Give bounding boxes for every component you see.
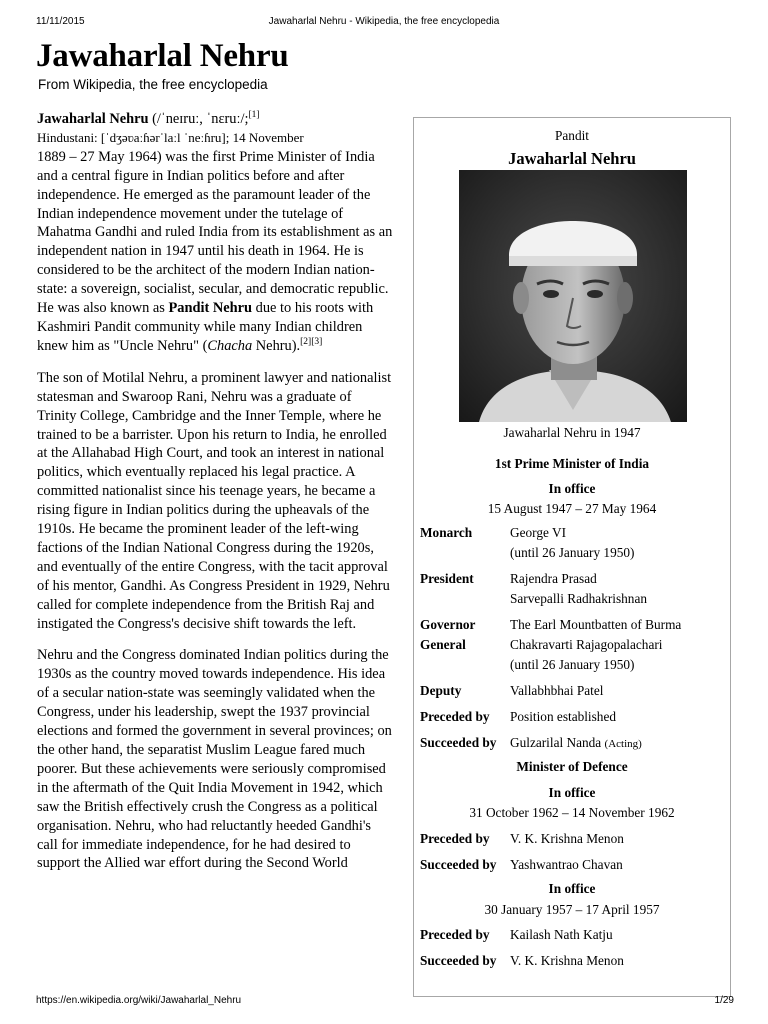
succeeded-label: Succeeded by	[420, 735, 497, 750]
lead-paragraph	[37, 110, 394, 356]
pm-succeeded-row	[420, 733, 726, 755]
monarch-row	[420, 523, 726, 565]
president-1[interactable]: Rajendra Prasad	[510, 571, 597, 586]
office-pm-heading[interactable]: 1st Prime Minister of India	[494, 456, 650, 471]
def2-succeeded-row	[420, 951, 726, 973]
defence-term-1: 31 October 1962 – 14 November 1962	[469, 805, 675, 820]
succeeded-label: Succeeded by	[420, 857, 497, 872]
general-label: General	[420, 637, 466, 652]
preceded-label: Preceded by	[420, 709, 490, 724]
governor-label: Governor	[420, 617, 476, 632]
def1-preceded-value[interactable]: V. K. Krishna Menon	[510, 831, 624, 846]
governor-general-value	[510, 615, 726, 675]
chacha-term: Chacha	[207, 337, 253, 354]
deputy-row	[420, 681, 726, 703]
paragraph-2: The son of Motilal Nehru, a prominent lawyer and nationalist statesman and Swaroop Rani, Nehru was a graduate of Trinity College, Cambridge and the Inner Temple, where he trained to be a barrister. Upon his return to India, he enrolled at the Allahabad High Court, and took an interest in national politics, which eventually replaced his legal practice. A committed nationalist since his teenage years, he became a rising figure in Indian politics during the upheavals of the 1910s. He became the prominent leader of the left-wing factions of the Indian National Congress during the 1920s, and eventually of the entire Congress, with the tacit approval of his mentor, Gandhi. As Congress President in 1929, Nehru called for complete independence from the British Raj and instigated the Congress's decisive shift towards the left.	[37, 369, 392, 632]
defence-term-2: 30 January 1957 – 17 April 1957	[484, 902, 660, 917]
monarch-note: (until 26 January 1950)	[510, 545, 635, 560]
succeeded-label: Succeeded by	[420, 953, 497, 968]
in-office-label-1: In office	[548, 481, 596, 496]
def2-succeeded-value[interactable]: V. K. Krishna Menon	[510, 953, 624, 968]
deputy-value[interactable]: Vallabhbhai Patel	[510, 683, 604, 698]
page-subtitle: From Wikipedia, the free encyclopedia	[38, 77, 268, 92]
lead-text-c: Nehru).	[252, 337, 301, 354]
reference-1[interactable]: [1]	[248, 110, 260, 121]
president-value	[510, 569, 726, 609]
preceded-label: Preceded by	[420, 927, 490, 942]
print-header-title: Jawaharlal Nehru - Wikipedia, the free encyclopedia	[268, 16, 500, 27]
pm-preceded-row	[420, 707, 726, 729]
def1-succeeded-value[interactable]: Yashwantrao Chavan	[510, 857, 623, 872]
monarch-value	[510, 523, 726, 563]
page-title: Jawaharlal Nehru	[36, 38, 289, 74]
infobox	[413, 117, 731, 997]
infobox-prefix: Pandit	[555, 128, 589, 143]
def1-preceded-row	[420, 829, 726, 851]
preceded-label: Preceded by	[420, 831, 490, 846]
president-2[interactable]: Sarvepalli Radhakrishnan	[510, 591, 647, 606]
print-date: 11/11/2015	[36, 16, 85, 27]
pm-term: 15 August 1947 – 27 May 1964	[487, 501, 657, 516]
lead-name: Jawaharlal Nehru	[37, 111, 149, 127]
monarch-name[interactable]: George VI	[510, 525, 567, 540]
pronunciation[interactable]: (/ˈneɪruː, ˈnɛruː/;	[152, 111, 249, 127]
def2-preceded-value[interactable]: Kailash Nath Katju	[510, 927, 613, 942]
print-footer-url: https://en.wikipedia.org/wiki/Jawaharlal_Nehru	[36, 995, 242, 1006]
in-office-label-2: In office	[548, 785, 596, 800]
photo-caption: Jawaharlal Nehru in 1947	[503, 425, 641, 440]
president-label: President	[420, 571, 474, 586]
governor-general-note: (until 26 January 1950)	[510, 657, 635, 672]
lead-text-a: 1889 – 27 May 1964) was the first Prime Minister of India and a central figure in Indian politics before and after independence. He emerged as the paramount leader of the Indian independence movement under the tutelage of Mahatma Gandhi and ruled India from its establishment as an independent nation in 1947 until his death in 1964. He is considered to be the architect of the modern Indian nation-state: a sovereign, socialist, secular, and democratic republic. He was also known as	[37, 148, 393, 317]
governor-general-row	[420, 615, 726, 677]
article-body	[37, 110, 394, 886]
in-office-label-3: In office	[548, 881, 596, 896]
def2-preceded-row	[420, 925, 726, 947]
pandit-nehru-term: Pandit Nehru	[168, 300, 253, 317]
reference-2-3[interactable]: [2][3]	[300, 337, 323, 348]
pm-successor[interactable]: Gulzarilal Nanda	[510, 735, 602, 750]
monarch-label: Monarch	[420, 525, 473, 540]
def1-succeeded-row	[420, 855, 726, 877]
governor-general-label	[420, 615, 508, 655]
deputy-label: Deputy	[420, 683, 462, 698]
infobox-name: Jawaharlal Nehru	[508, 149, 636, 168]
print-page-number: 1/29	[714, 995, 734, 1006]
office-defence-heading[interactable]: Minister of Defence	[516, 759, 628, 774]
acting-note: (Acting)	[604, 738, 642, 750]
hindustani-pronunciation: Hindustani: [ˈdʒəʋaːɦərˈlaːl ˈneːɦru]; 14 November	[37, 129, 304, 145]
president-row	[420, 569, 726, 611]
governor-general-2[interactable]: Chakravarti Rajagopalachari	[510, 637, 663, 652]
pm-preceded-value: Position established	[510, 709, 617, 724]
lead-text-b: due to his roots with Kashmiri Pandit community while many Indian children knew him as "Uncle Nehru" (	[37, 300, 374, 354]
portrait-photo[interactable]	[459, 170, 687, 422]
governor-general-1[interactable]: The Earl Mountbatten of Burma	[510, 617, 682, 632]
paragraph-3: Nehru and the Congress dominated Indian politics during the 1930s as the country moved towards independence. His idea of a secular nation-state was seemingly validated when the Congress, under his leadership, swept the 1937 provincial elections and formed the government in several provinces; on the other hand, the separatist Muslim League fared much poorer. But these achievements were seriously compromised in the aftermath of the Quit India Movement in 1942, which saw the British effectively crush the Congress as a political organisation. Nehru, who had reluctantly heeded Gandhi's call for immediate independence, for he had desired to support the Allied war effort during the Second World	[37, 647, 392, 872]
pm-succeeded-value	[510, 733, 726, 754]
